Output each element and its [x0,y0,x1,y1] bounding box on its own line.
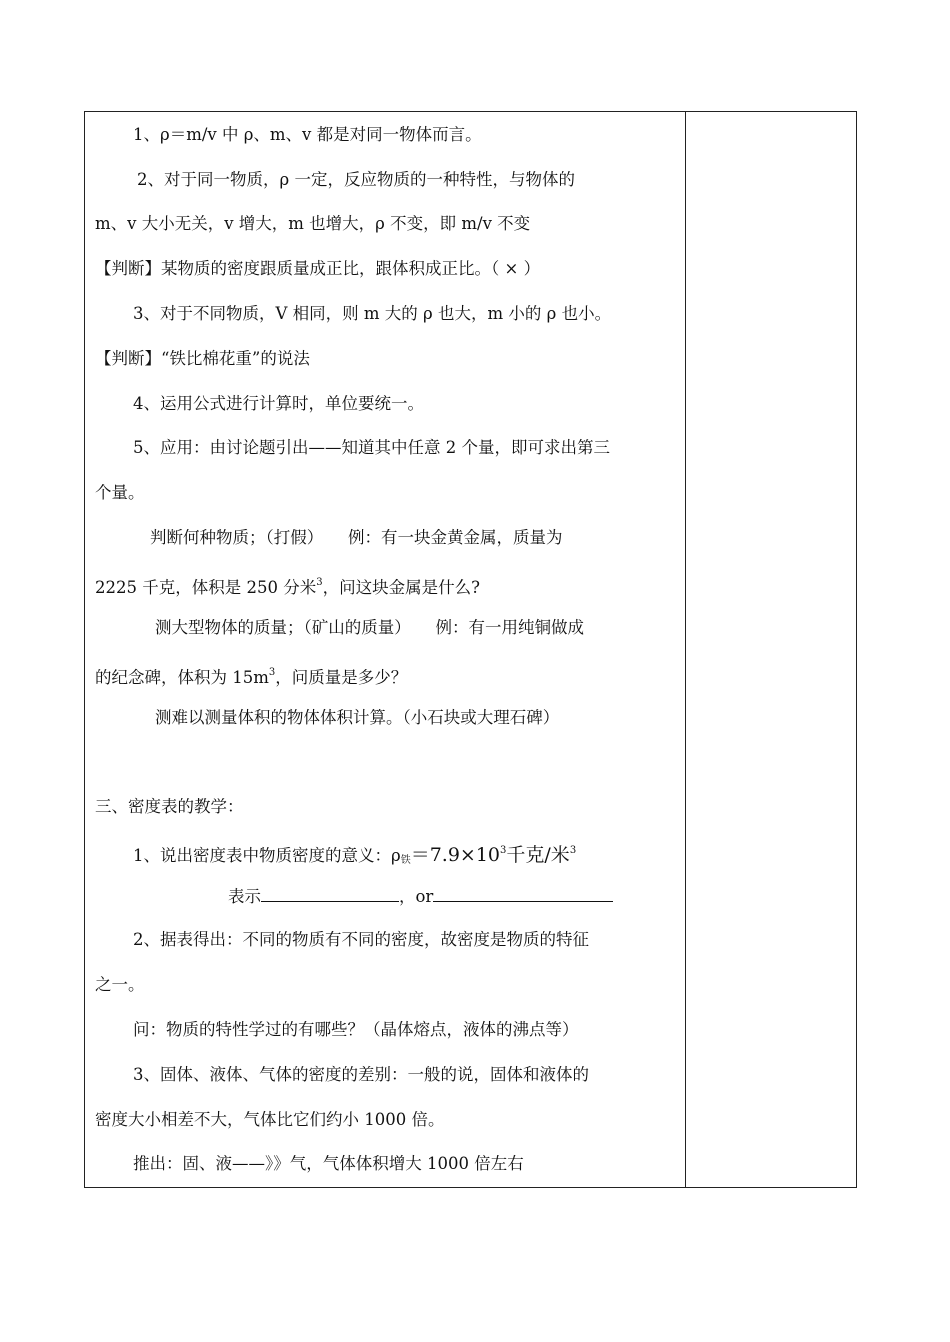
blank-1[interactable] [261,887,399,902]
point-5-cont: 个量。 [95,483,145,502]
application-2: 测大型物体的质量；（矿山的质量） 例：有一用纯铜做成 [155,618,584,637]
lesson-table [84,111,857,1188]
application-1: 判断何种物质；（打假） 例：有一块金黄金属，质量为 [150,528,563,547]
fill-in-line: 表示 ，or [228,886,613,908]
application-1-cont: 2225 千克，体积是 250 分米$^3$，问这块金属是什么? [95,577,480,597]
application-2-cont: 的纪念碑，体积为 $15m^3$，问质量是多少？ [95,667,408,687]
judgment-2: 【判断】“铁比棉花重”的说法 [95,349,310,368]
table-conclusion-cont: 之一。 [95,975,145,994]
blank-2[interactable] [433,887,613,902]
point-states-cont: 密度大小相差不大，气体比它们约小 1000 倍。 [95,1110,445,1129]
point-4: 4、运用公式进行计算时，单位要统一。 [133,394,424,413]
point-2: 2、对于同一物质，ρ 一定，反应物质的一种特性，与物体的 [137,170,575,189]
point-2-cont: m、v 大小无关，v 增大，m 也增大，ρ 不变，即 m/v 不变 [95,214,531,233]
point-1: 1、ρ＝m/v 中 ρ、m、v 都是对同一物体而言。 [133,125,482,144]
point-states: 3、固体、液体、气体的密度的差别：一般的说，固体和液体的 [133,1065,589,1084]
table-conclusion: 2、据表得出：不同的物质有不同的密度，故密度是物质的特征 [133,930,589,949]
density-meaning: 1、说出密度表中物质密度的意义：$\rho_铁=7.9\times 10^3$千克/米$^3$ [133,844,577,866]
point-5: 5、应用：由讨论题引出——知道其中任意 2 个量，即可求出第三 [133,438,610,457]
section-three-heading: 三、密度表的教学： [95,797,244,816]
column-divider [685,112,686,1187]
judgment-1: 【判断】某物质的密度跟质量成正比，跟体积成正比。（ × ） [95,259,541,278]
point-3: 3、对于不同物质，V 相同，则 m 大的 ρ 也大，m 小的 ρ 也小。 [133,304,612,323]
question-properties: 问：物质的特性学过的有哪些？（晶体熔点，液体的沸点等） [133,1020,579,1039]
application-3: 测难以测量体积的物体体积计算。（小石块或大理石碑） [155,708,560,727]
inference: 推出：固、液——》》气，气体体积增大 1000 倍左右 [133,1154,524,1173]
